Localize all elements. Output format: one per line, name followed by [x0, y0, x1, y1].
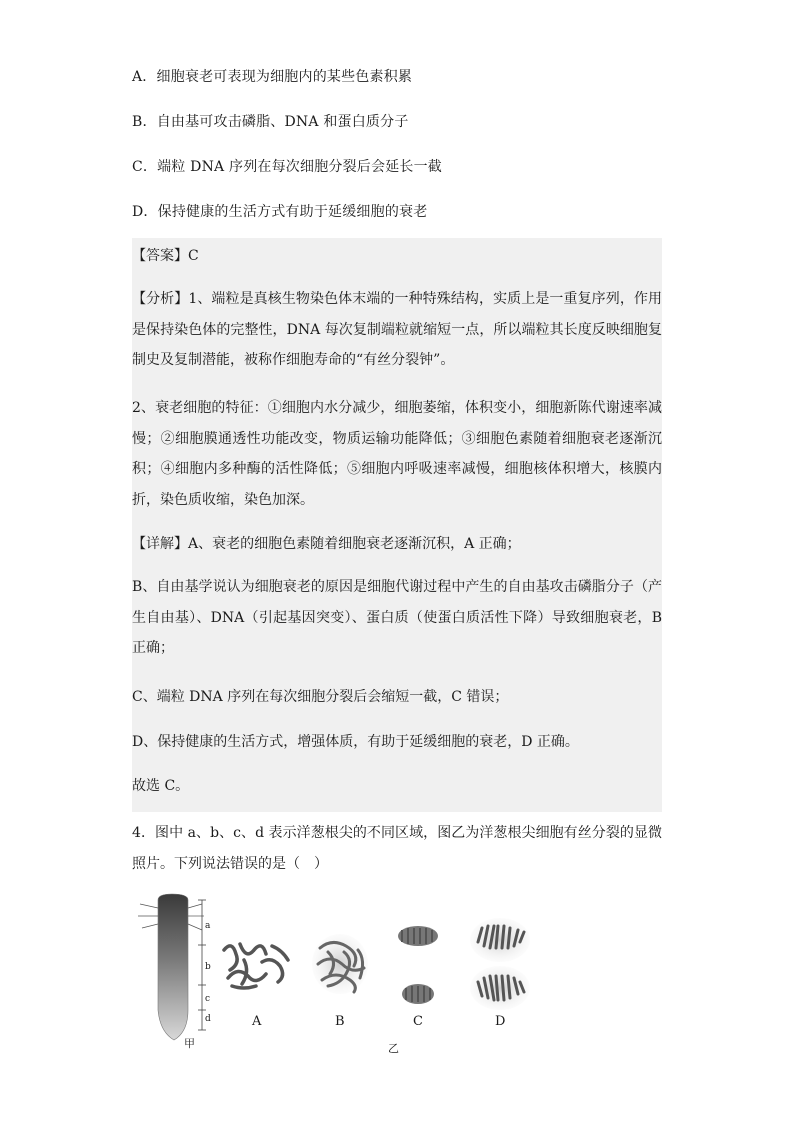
question-4: 4．图中 a、b、c、d 表示洋葱根尖的不同区域，图乙为洋葱根尖细胞有丝分裂的显微照片。下列说法错误的是（ ）: [132, 825, 662, 872]
detail-a: 【详解】A、衰老的细胞色素随着细胞衰老逐渐沉积，A 正确；: [132, 536, 521, 552]
cell-c-image: [398, 926, 438, 1004]
option-d: D．保持健康的生活方式有助于延缓细胞的衰老: [132, 204, 428, 220]
cell-label-a: A: [252, 1014, 262, 1029]
cell-a-image: [224, 944, 288, 988]
answer-line: 【答案】C: [132, 248, 199, 264]
option-b: B．自由基可攻击磷脂、DNA 和蛋白质分子: [132, 114, 409, 130]
analysis-paragraph-2: 2、衰老细胞的特征：①细胞内水分减少，细胞萎缩，体积变小，细胞新陈代谢速率减慢；②细胞膜通透性功能改变，物质运输功能降低；③细胞色素随着细胞衰老逐渐沉积；④细胞内多种酶的活性降低；⑤细胞内呼吸速率减慢，细胞核体积增大，核膜内折，染色质收缩，染色加深。: [132, 400, 662, 508]
figure-label-jia: 甲: [184, 1037, 195, 1050]
detail-c: C、端粒 DNA 序列在每次细胞分裂后会缩短一截，C 错误；: [132, 689, 509, 705]
detail-b: B、自由基学说认为细胞衰老的原因是细胞代谢过程中产生的自由基攻击磷脂分子（产生自由基）、DNA（引起基因突变）、蛋白质（使蛋白质活性下降）导致细胞衰老，B 正确；: [132, 579, 662, 656]
figure-onion-root-tip: [132, 890, 542, 1059]
cell-label-c: C: [413, 1014, 423, 1029]
cell-d-image: [470, 918, 530, 1010]
cell-b-image: [312, 934, 368, 994]
zone-label-b: b: [205, 962, 211, 972]
analysis-paragraph-1: 【分析】1、端粒是真核生物染色体末端的一种特殊结构，实质上是一重复序列，作用是保持染色体的完整性，DNA 每次复制端粒就缩短一点，所以端粒其长度反映细胞复制史及复制潜能，被称作细胞寿命的“有丝分裂钟”。: [132, 291, 662, 368]
option-a: A．细胞衰老可表现为细胞内的某些色素积累: [132, 69, 413, 85]
option-c: C．端粒 DNA 序列在每次细胞分裂后会延长一截: [132, 159, 442, 175]
figure-label-yi: 乙: [388, 1042, 399, 1055]
zone-label-c: c: [205, 994, 211, 1004]
zone-label-d: d: [205, 1014, 211, 1024]
micrograph-figure: [132, 890, 542, 1055]
cell-label-d: D: [495, 1014, 506, 1029]
root-tip-diagram: [138, 894, 206, 1040]
cell-label-b: B: [335, 1014, 345, 1029]
conclusion: 故选 C。: [132, 778, 190, 794]
detail-d: D、保持健康的生活方式，增强体质，有助于延缓细胞的衰老，D 正确。: [132, 734, 579, 750]
zone-label-a: a: [205, 921, 211, 931]
